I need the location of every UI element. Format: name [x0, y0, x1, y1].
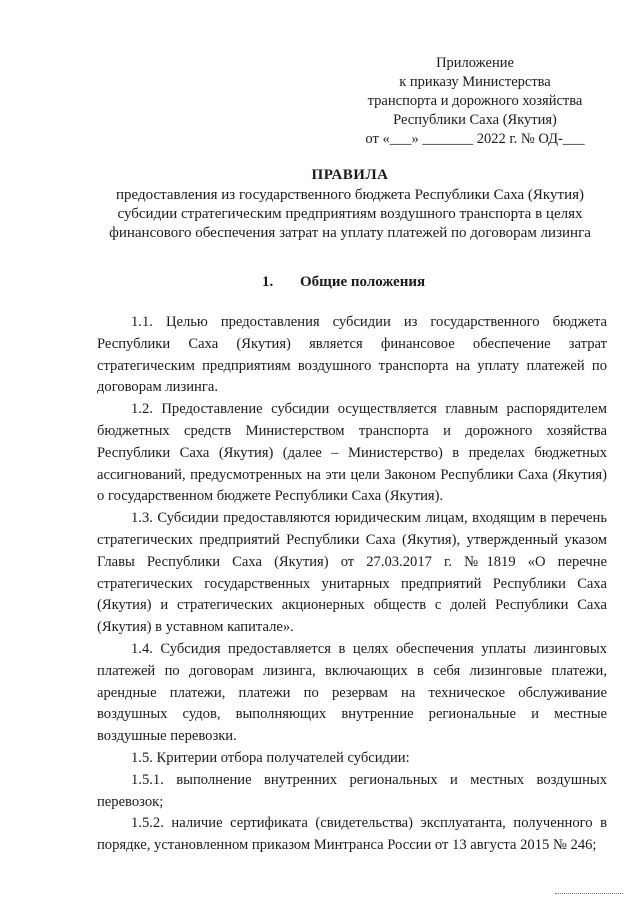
paragraph-text: выполнение внутренних региональных и местных воздушных перевозок; — [97, 771, 607, 810]
paragraph-number: 1.3. — [131, 510, 153, 527]
appendix-block — [340, 54, 610, 149]
title-block — [90, 166, 610, 243]
paragraph-text: Субсидия предоставляется в целях обеспечения уплаты лизинговых платежей по договорам лизинга, включающих в себя лизинговые платежи, арендные платежи, платежи по резервам на техническое обслуживание воздушных судов, выполняющих внутренние региональные и местные воздушные перевозки. — [97, 640, 607, 745]
paragraph — [97, 399, 607, 508]
paragraph — [97, 312, 607, 399]
paragraph — [97, 508, 607, 639]
paragraph-text: Критерии отбора получателей субсидии: — [156, 749, 410, 766]
document-title: ПРАВИЛА — [311, 167, 389, 183]
footer-dotted-line — [555, 893, 623, 894]
appendix-line: к приказу Министерства — [399, 74, 551, 90]
paragraph — [97, 639, 607, 748]
section-title: Общие положения — [300, 274, 426, 290]
section-number: 1. — [262, 274, 274, 290]
paragraph — [97, 748, 607, 770]
paragraph-number: 1.4. — [131, 640, 153, 657]
paragraph-text: наличие сертификата (свидетельства) эксплуатанта, полученного в порядке, установленном приказом Минтранса России от 13 августа 2015 № 246; — [97, 815, 607, 854]
paragraph-number: 1.5. — [131, 749, 153, 766]
paragraph — [97, 813, 607, 857]
paragraph-number: 1.1. — [131, 314, 153, 330]
appendix-line: транспорта и дорожного хозяйства — [367, 93, 583, 109]
appendix-line: Республики Саха (Якутия) — [393, 112, 557, 128]
paragraph-number: 1.5.1. — [131, 771, 164, 788]
appendix-line: Приложение — [436, 55, 514, 71]
paragraph-number: 1.5.2. — [131, 815, 164, 832]
paragraph-text: Целью предоставления субсидии из государственного бюджета Республики Саха (Якутия) является финансовое обеспечение затрат стратегическим предприятиям воздушного транспорта на уплату платежей по договорам лизинга. — [97, 314, 607, 396]
body-text — [97, 312, 607, 857]
paragraph-number: 1.2. — [131, 401, 153, 418]
paragraph-text: Субсидии предоставляются юридическим лицам, входящим в перечень стратегических предприятий Республики Саха (Якутия), утвержденный указом Главы Республики Саха (Якутия) от 27.03.2017 г. №1819 «О перечне стратегических государственных унитарных предприятий Республики Саха (Якутия) и стратегических акционерных обществ с долей Республики Саха (Якутия) в уставном капитале». — [97, 510, 607, 636]
paragraph — [97, 770, 607, 814]
appendix-date-line: от «___» _______ 2022 г. № ОД-___ — [365, 131, 585, 147]
document-subtitle: предоставления из государственного бюджета Республики Саха (Якутия) субсидии стратегическим предприятиям воздушного транспорта в целях финансового обеспечения затрат на уплату платежей по договорам лизинга — [109, 187, 591, 241]
paragraph-text: Предоставление субсидии осуществляется главным распорядителем бюджетных средств Министерством транспорта и дорожного хозяйства Республики Саха (Якутия) (далее – Министерство) в пределах бюджетных ассигнований, предусмотренных на эти цели Законом Республики Саха (Якутия) о государственном бюджете Республики Саха (Якутия). — [97, 401, 607, 505]
